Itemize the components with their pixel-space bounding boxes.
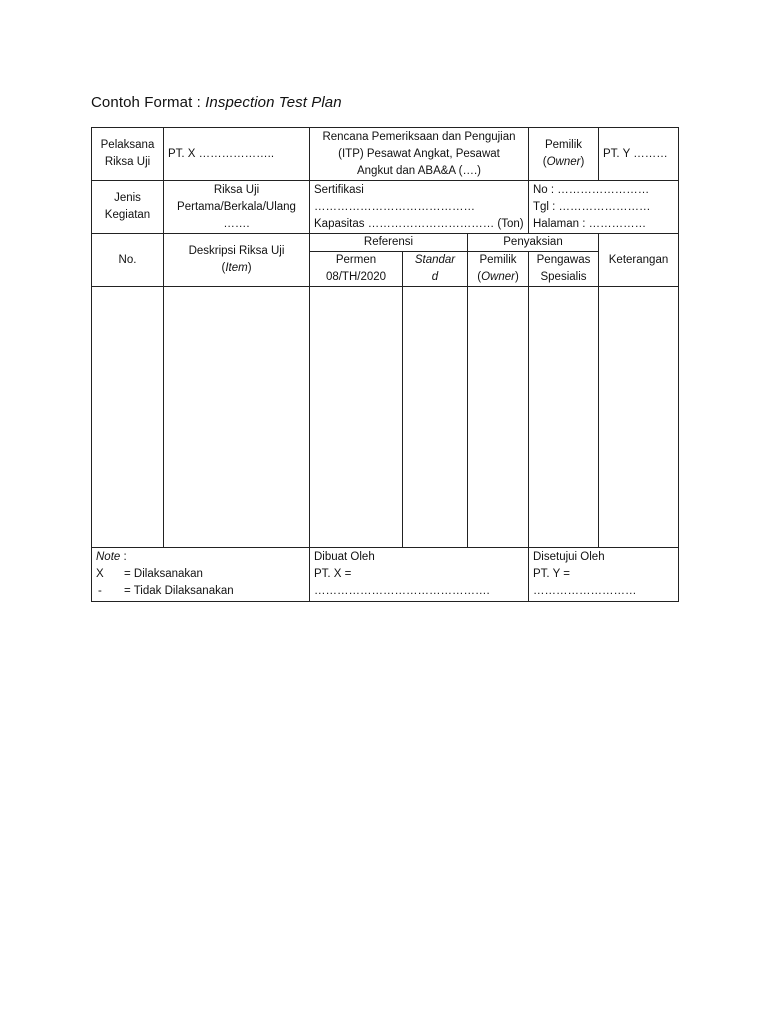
permen-header [310,252,403,287]
referensi-label: Referensi [363,236,414,248]
pemilik-cell [529,128,599,181]
permen-label: Permen [335,254,377,266]
sertifikasi-cell [310,181,529,234]
pt-y-value: PT. Y ……… [603,147,668,160]
pt-x-cell [164,128,310,181]
pengawas-label: Pengawas [536,254,591,266]
pemilik-header-label: Pemilik [479,254,517,266]
note-label: Note [96,551,121,563]
pemilik-owner-open-paren: ( [477,271,482,283]
note-colon: : [120,551,127,563]
disetujui-cell [529,548,679,602]
pemilik-owner-close-paren: ) [514,271,519,283]
body-cell-pemilik [468,287,529,548]
pengawas-header [529,252,599,287]
permen-number: 08/TH/2020 [325,271,387,283]
pemilik-label: Pemilik [544,139,583,151]
rencana-line-1: Rencana Pemeriksaan dan Pengujian [322,130,516,143]
keterangan-header [599,234,679,287]
body-empty-row [92,287,679,548]
pt-x-value: PT. X ……………….. [168,147,275,160]
pelaksana-cell [92,128,164,181]
standard-line-1: Standar [414,254,456,266]
body-cell-deskripsi [164,287,310,548]
note-dash-line [96,583,305,600]
item-label [168,260,305,277]
referensi-header [310,234,468,252]
penyaksian-label: Penyaksian [503,236,563,248]
halaman-field: Halaman : …………… [533,217,647,230]
item-open-paren: ( [221,262,226,274]
no-field: No : …………………… [533,183,650,196]
no-header [92,234,164,287]
pemilik-owner-header [468,252,529,287]
deskripsi-header [164,234,310,287]
spesialis-label: Spesialis [540,271,587,283]
riksa-uji-type-cell [164,181,310,234]
owner-word: Owner [546,156,581,168]
body-cell-standard [403,287,468,548]
note-heading [96,549,305,566]
body-cell-pengawas [529,287,599,548]
riksa-type-line-1: Riksa Uji [213,183,260,196]
title-emphasis: Inspection Test Plan [205,94,342,111]
sertifikasi-field: Sertifikasi …………………………………… [314,183,475,213]
inspection-test-plan-table [91,127,679,602]
owner-open-paren: ( [542,156,547,168]
note-x-symbol: X [96,568,104,580]
body-cell-no [92,287,164,548]
deskripsi-label: Deskripsi Riksa Uji [188,245,285,257]
pelaksana-label: Pelaksana [100,139,155,151]
note-dash-symbol: - [98,585,102,597]
header-row-1 [92,128,679,181]
riksa-type-line-3: ……. [223,217,250,230]
header-row-2 [92,181,679,234]
dibuat-label: Dibuat Oleh [314,551,375,563]
header-row-3 [92,234,679,252]
note-x-line [96,566,305,583]
no-header-label: No. [118,253,137,266]
keterangan-label: Keterangan [608,253,669,266]
note-cell [92,548,310,602]
pemilik-owner-word: Owner [481,271,515,283]
riksa-uji-label: Riksa Uji [104,156,151,168]
note-x-text: = Dilaksanakan [124,568,203,580]
pemilik-owner-label [472,269,524,286]
owner-close-paren: ) [580,156,585,168]
body-cell-permen [310,287,403,548]
pt-y-cell [599,128,679,181]
disetujui-label: Disetujui Oleh [533,551,605,563]
tgl-field: Tgl : …………………… [533,200,651,213]
kegiatan-label: Kegiatan [104,209,151,221]
kapasitas-field: Kapasitas …………………………… (Ton) [314,217,524,230]
body-cell-keterangan [599,287,679,548]
jenis-cell [92,181,164,234]
footer-row [92,548,679,602]
title-prefix: Contoh Format : [91,94,206,111]
disetujui-pt-field: PT. Y = ……………………… [533,568,637,597]
standard-line-2: d [431,271,439,283]
document-title [91,94,342,111]
jenis-label: Jenis [114,192,141,204]
rencana-line-2: (ITP) Pesawat Angkat, Pesawat [338,147,500,160]
document-number-cell [529,181,679,234]
penyaksian-header [468,234,599,252]
dibuat-pt-field: PT. X = ………………………………………. [314,568,490,597]
riksa-type-line-2: Pertama/Berkala/Ulang [177,200,296,213]
standard-header [403,252,468,287]
note-dash-text: = Tidak Dilaksanakan [124,585,234,597]
dibuat-cell [310,548,529,602]
rencana-cell [310,128,529,181]
rencana-line-3: Angkut dan ABA&A (….) [356,164,481,177]
item-close-paren: ) [247,262,252,274]
item-word: Item [225,262,248,274]
owner-label [533,154,594,171]
